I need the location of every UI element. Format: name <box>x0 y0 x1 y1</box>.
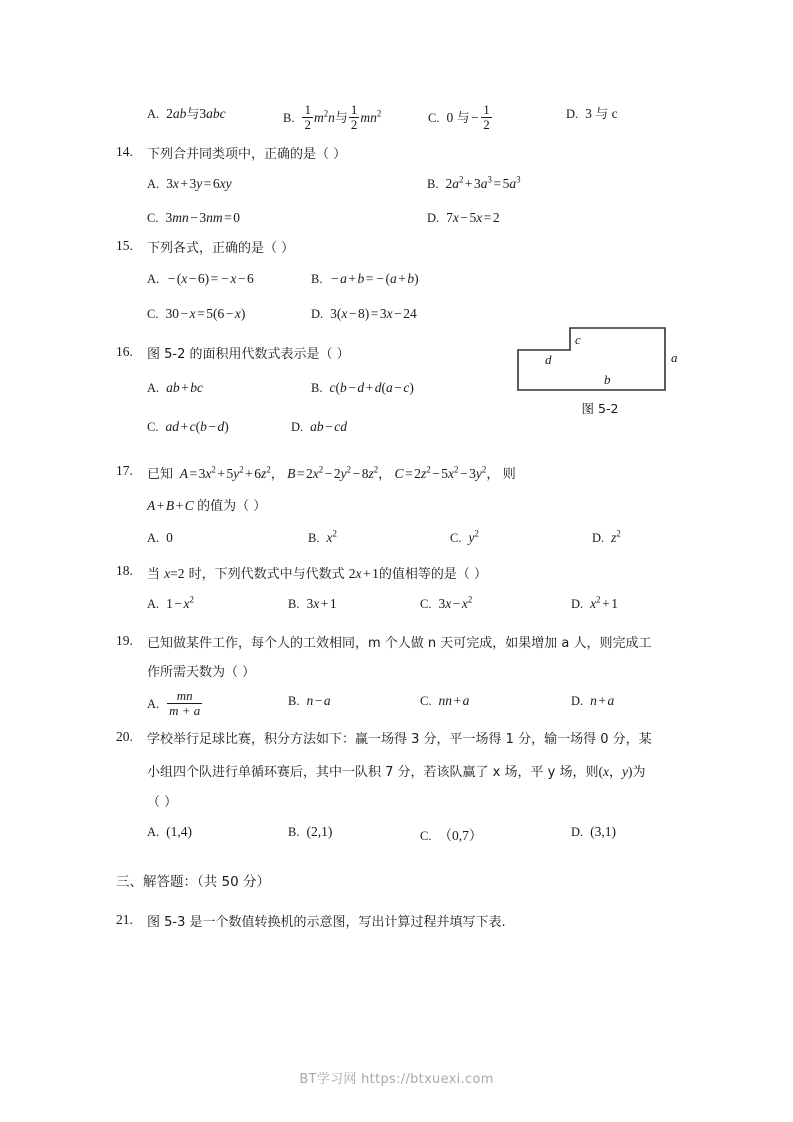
q17-option-d-text: $z^2$ <box>611 528 621 545</box>
q15-option-c-text: 30 − x = 5(6 − x) <box>165 306 246 321</box>
q15-option-a-label: A. <box>147 272 160 286</box>
q20-option-d <box>571 824 616 840</box>
q19-option-c-label: C. <box>420 694 432 708</box>
q18-option-d <box>571 596 618 612</box>
q17-option-b-text: $x^2$ <box>326 528 337 545</box>
q20-option-d-label: D. <box>571 825 584 839</box>
q20-option-b-text: (2,1) <box>306 824 333 839</box>
figure-label-b: b <box>604 372 611 387</box>
q16-option-a-label: A. <box>147 381 160 395</box>
q19-frac-denominator: m + a <box>169 702 201 718</box>
q20-option-d-text: (3,1) <box>590 824 617 839</box>
q19-option-a-label: A. <box>147 697 160 712</box>
figure-step-polygon <box>518 328 665 390</box>
q13-option-d-label: D. <box>566 107 579 121</box>
q17-stem-line1: 已知 $A = 3x^2 + 5y^2 + 6z^2$， $B = 2x^2 - 2y^2 - 8z^2$， $C = 2z^2 - 5x^2 - 3y^2$， 则 <box>147 464 516 482</box>
q15-number: 15. <box>116 238 133 253</box>
q13-option-b <box>283 103 381 131</box>
q20-stem-line3: （ ） <box>147 795 178 810</box>
q18-option-c-text: $3x - x^2$ <box>438 594 473 611</box>
q19-option-b-label: B. <box>288 694 300 708</box>
q19-option-a <box>147 689 203 717</box>
q16-option-b-text: c(b − d + d(a − c) <box>329 380 414 395</box>
q19-option-b-text: n − a <box>306 693 331 708</box>
q17-stem-line2: A + B + C 的值为（ ） <box>147 498 267 514</box>
figure-5-2-caption: 图 5-2 <box>581 401 619 416</box>
q20-option-c <box>420 824 482 844</box>
q17-option-c-text: $y^2$ <box>468 528 479 545</box>
q17-option-c <box>450 530 479 546</box>
q13-option-c-text: 0 与 − $\frac{1}{2}$ <box>446 102 490 132</box>
q13-option-c-label: C. <box>428 110 440 125</box>
q13-option-a-text: 2ab与3abc <box>166 106 226 122</box>
q14-option-a-label: A. <box>147 177 160 191</box>
q20-option-b-label: B. <box>288 825 300 839</box>
q15-option-c-label: C. <box>147 307 159 321</box>
q14-stem: 下列合并同类项中，正确的是（ ） <box>147 147 347 162</box>
q21-number: 21. <box>116 912 133 927</box>
q19-number: 19. <box>116 633 133 648</box>
q13-option-c <box>428 103 493 131</box>
q14-option-b <box>427 176 521 192</box>
q17-expr-c: $C = 2z^2 - 5x^2 - 3y^2$ <box>394 464 487 481</box>
q17-option-d-label: D. <box>592 531 605 545</box>
q18-option-a-label: A. <box>147 597 160 611</box>
q16-option-b <box>311 380 414 396</box>
q14-option-c <box>147 210 240 226</box>
q19-option-c <box>420 693 469 709</box>
q16-number: 16. <box>116 344 133 359</box>
q19-option-a-fraction <box>167 689 202 717</box>
q14-option-d <box>427 210 500 226</box>
q14-number: 14. <box>116 144 133 159</box>
q14-option-b-text: $2a^2 + 3a^3 = 5a^3$ <box>445 174 521 191</box>
q16-option-c <box>147 419 229 435</box>
q14-option-a <box>147 176 232 192</box>
q13-option-a <box>147 103 226 122</box>
q15-option-b-text: − a + b = − (a + b) <box>330 271 419 286</box>
q15-option-a-text: − (x − 6) = − x − 6 <box>167 271 254 286</box>
q16-option-c-text: ad + c(b − d) <box>165 419 229 434</box>
q18-option-d-text: $x^2 + 1$ <box>590 594 618 611</box>
q17-option-c-label: C. <box>450 531 462 545</box>
q13-option-b-text: $\frac{1}{2}$ $m^2n$与 $\frac{1}{2}$ $mn^2$ <box>304 102 382 132</box>
q14-option-d-text: 7x − 5x = 2 <box>446 210 500 225</box>
q18-option-b-label: B. <box>288 597 300 611</box>
site-watermark: BT学习网 https://btxuexi.com <box>299 1072 494 1087</box>
q18-option-a <box>147 596 194 612</box>
q13-option-d <box>566 103 618 122</box>
q15-option-a <box>147 271 254 287</box>
q16-option-d <box>291 419 347 435</box>
q13-option-d-text: 3 与 c <box>585 106 618 122</box>
figure-label-c: c <box>575 332 581 347</box>
q15-option-b-label: B. <box>311 272 323 286</box>
q19-stem-line1: 已知做某件工作，每个人的工效相同，m 个人做 n 天可完成，如果增加 a 人，则完成工 <box>147 636 652 651</box>
q16-option-c-label: C. <box>147 420 159 434</box>
q20-option-c-text: （0,7） <box>438 828 483 843</box>
q17-option-d <box>592 530 621 546</box>
q17-stem-prefix: 已知 <box>147 467 174 482</box>
q20-stem-pair: (x，y) <box>598 764 633 780</box>
q20-stem-line2-pre: 小组四个队进行单循环赛后，其中一队积 7 分，若该队赢了 x 场，平 y 场，则 <box>147 765 599 780</box>
q18-option-b <box>288 596 337 612</box>
q15-stem: 下列各式，正确的是（ ） <box>147 241 295 256</box>
q14-option-c-label: C. <box>147 211 159 225</box>
q16-option-d-label: D. <box>291 420 304 434</box>
section-3-heading: 三、解答题：（共 50 分） <box>116 874 271 890</box>
q19-option-d-text: n + a <box>590 693 615 708</box>
q19-frac-numerator: mn <box>176 688 193 703</box>
q19-option-d-label: D. <box>571 694 584 708</box>
q19-option-c-text: nn + a <box>438 693 470 708</box>
q18-stem: 当 x=2 时，下列代数式中与代数式 2x + 1的值相等的是（ ） <box>147 566 488 582</box>
q17-expr-b: $B = 2x^2 - 2y^2 - 8z^2$ <box>287 464 379 481</box>
q16-stem: 图 5-2 的面积用代数式表示是（ ） <box>147 347 350 362</box>
q17-stem-tail: 则 <box>502 467 516 482</box>
q20-option-a <box>147 824 192 840</box>
q17-option-a-text: 0 <box>166 530 173 545</box>
q15-option-d-text: 3(x − 8) = 3x − 24 <box>330 306 417 321</box>
q18-option-c-label: C. <box>420 597 432 611</box>
q20-option-b <box>288 824 332 840</box>
q14-option-c-text: 3mn − 3nm = 0 <box>165 210 240 225</box>
q20-stem-line1: 学校举行足球比赛，积分方法如下：赢一场得 3 分，平一场得 1 分，输一场得 0 分，某 <box>147 732 652 747</box>
q14-option-b-label: B. <box>427 177 439 191</box>
q15-option-d-label: D. <box>311 307 324 321</box>
q21-stem: 图 5-3 是一个数值转换机的示意图，写出计算过程并填写下表. <box>147 915 506 930</box>
q13-option-b-label: B. <box>283 110 295 125</box>
q16-option-a <box>147 380 203 396</box>
q18-number: 18. <box>116 563 133 578</box>
q17-option-a <box>147 530 173 546</box>
q16-option-a-text: ab + bc <box>166 380 204 395</box>
q20-option-a-label: A. <box>147 825 160 839</box>
q14-option-a-text: 3x + 3y = 6xy <box>166 176 232 191</box>
q18-option-b-text: 3x + 1 <box>306 596 337 611</box>
q16-option-b-label: B. <box>311 381 323 395</box>
q17-option-a-label: A. <box>147 531 160 545</box>
figure-label-d: d <box>545 352 552 367</box>
q15-option-d <box>311 306 417 322</box>
q20-option-a-text: (1,4) <box>166 824 193 839</box>
q14-option-d-label: D. <box>427 211 440 225</box>
q20-stem-line2-post: 为 <box>632 765 646 780</box>
q18-option-a-text: $1 - x^2$ <box>166 594 194 611</box>
q15-option-b <box>311 271 419 287</box>
q20-number: 20. <box>116 729 133 744</box>
q17-option-b <box>308 530 337 546</box>
q13-option-a-label: A. <box>147 107 160 121</box>
q19-option-d <box>571 693 614 709</box>
q20-option-c-label: C. <box>420 829 432 843</box>
figure-5-2-shape <box>505 320 695 400</box>
q18-option-c <box>420 596 472 612</box>
q17-expr-a: $A = 3x^2 + 5y^2 + 6z^2$ <box>179 464 271 481</box>
q16-option-d-text: ab − cd <box>310 419 348 434</box>
q18-option-d-label: D. <box>571 597 584 611</box>
q19-stem-line2: 作所需天数为（ ） <box>147 665 256 680</box>
q19-option-b <box>288 693 331 709</box>
q20-stem-line2 <box>147 762 645 783</box>
q17-option-b-label: B. <box>308 531 320 545</box>
q15-option-c <box>147 306 245 322</box>
q17-number: 17. <box>116 463 133 478</box>
figure-label-a: a <box>671 350 678 365</box>
